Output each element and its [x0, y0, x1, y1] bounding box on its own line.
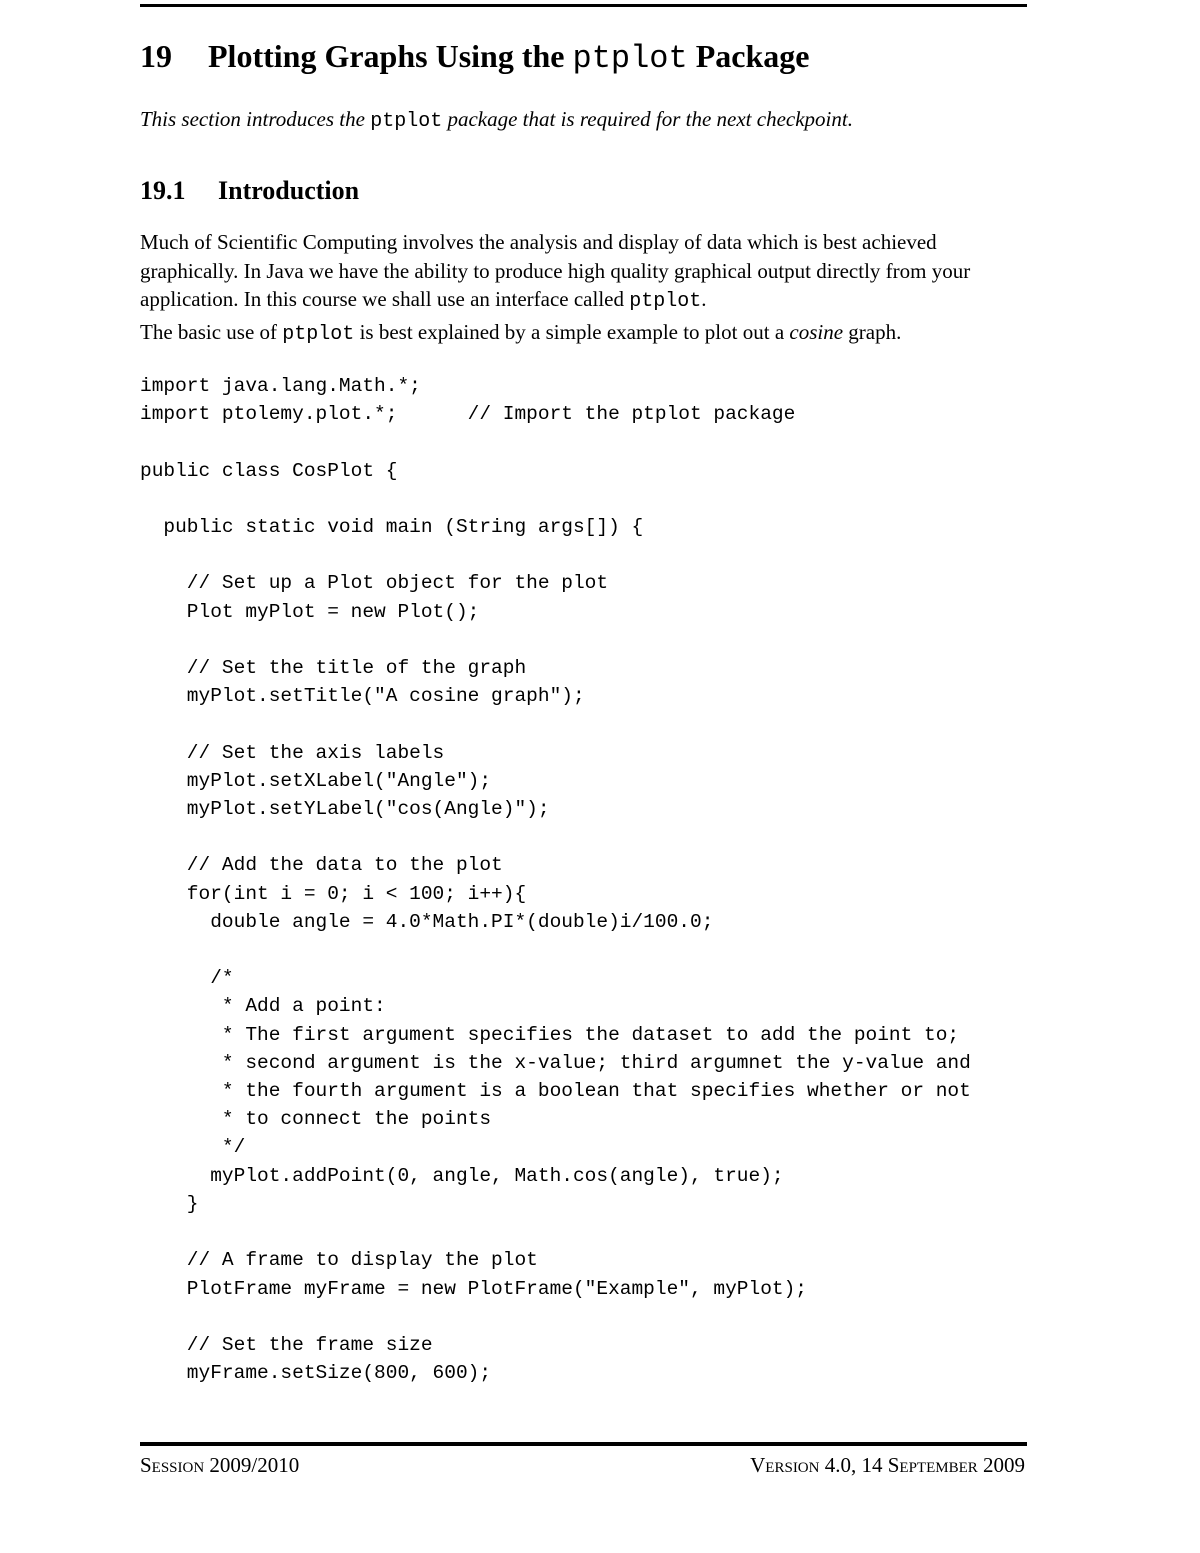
code-line: import ptolemy.plot.*; // Import the ptplot package [140, 403, 796, 426]
code-line: PlotFrame myFrame = new PlotFrame("Example", myPlot); [140, 1277, 808, 1300]
code-line: for(int i = 0; i < 100; i++){ [140, 882, 527, 905]
paragraph2-text-before: The basic use of [140, 320, 278, 344]
code-line: // A frame to display the plot [140, 1249, 538, 1272]
code-line: // Set the axis labels [140, 741, 445, 764]
code-line: myPlot.addPoint(0, angle, Math.cos(angle), true); [140, 1164, 784, 1187]
code-line: myPlot.setYLabel("cos(Angle)"); [140, 798, 550, 821]
paragraph1-text: Much of Scientific Computing involves the analysis and display of data which is best achieved graphically. In Java we have the ability to produce high quality graphical output directly from your application. In this course we shall use an interface called [140, 230, 971, 311]
code-line: } [140, 1192, 199, 1215]
header-rule [140, 4, 1027, 7]
code-line: public class CosPlot { [140, 459, 398, 482]
code-line: myPlot.setTitle("A cosine graph"); [140, 685, 585, 708]
code-line: // Add the data to the plot [140, 854, 503, 877]
code-line: * Add a point: [140, 995, 386, 1018]
code-line: * The first argument specifies the dataset to add the point to; [140, 1023, 960, 1046]
code-line: */ [140, 1136, 246, 1159]
code-line: // Set up a Plot object for the plot [140, 572, 609, 595]
code-line: * the fourth argument is a boolean that specifies whether or not [140, 1080, 971, 1103]
paragraph2-text-after: graph. [848, 320, 902, 344]
code-line: * second argument is the x-value; third argumnet the y-value and [140, 1051, 971, 1074]
paragraph1-code: ptplot [629, 290, 702, 313]
intro-text-after: package that is required for the next checkpoint. [447, 107, 853, 131]
code-line: /* [140, 967, 234, 990]
intro-code: ptplot [370, 110, 443, 133]
section-title-text: Plotting Graphs Using the [208, 38, 565, 74]
code-line: myPlot.setXLabel("Angle"); [140, 769, 492, 792]
introduction-paragraph [140, 228, 1030, 317]
intro-text-before: This section introduces the [140, 107, 365, 131]
paragraph2-emphasis: cosine [789, 320, 844, 344]
code-line: public static void main (String args[]) { [140, 516, 644, 539]
paragraph1-end: . [701, 287, 707, 311]
example-paragraph [140, 318, 1030, 350]
footer-rule [140, 1442, 1027, 1446]
section-title-suffix: Package [695, 38, 810, 74]
section-number: 19 [140, 38, 172, 74]
section-heading [140, 34, 809, 81]
section-intro [140, 104, 853, 137]
code-listing [140, 372, 971, 1387]
subsection-title-text: Introduction [218, 176, 360, 205]
footer-version: Version 4.0, 14 September 2009 [750, 1453, 1025, 1477]
code-line: import java.lang.Math.*; [140, 375, 421, 397]
section-title-code: ptplot [572, 40, 688, 77]
paragraph2-code: ptplot [282, 323, 355, 346]
code-line: // Set the title of the graph [140, 657, 527, 680]
subsection-number: 19.1 [140, 176, 186, 205]
code-line: myFrame.setSize(800, 600); [140, 1362, 492, 1385]
code-line: double angle = 4.0*Math.PI*(double)i/100.0; [140, 910, 714, 933]
code-line: * to connect the points [140, 1108, 492, 1131]
code-line: // Set the frame size [140, 1333, 433, 1356]
paragraph2-text-middle: is best explained by a simple example to plot out a [359, 320, 785, 344]
subsection-heading [140, 174, 359, 208]
code-line: Plot myPlot = new Plot(); [140, 600, 480, 623]
footer-session: Session 2009/2010 [140, 1453, 300, 1477]
